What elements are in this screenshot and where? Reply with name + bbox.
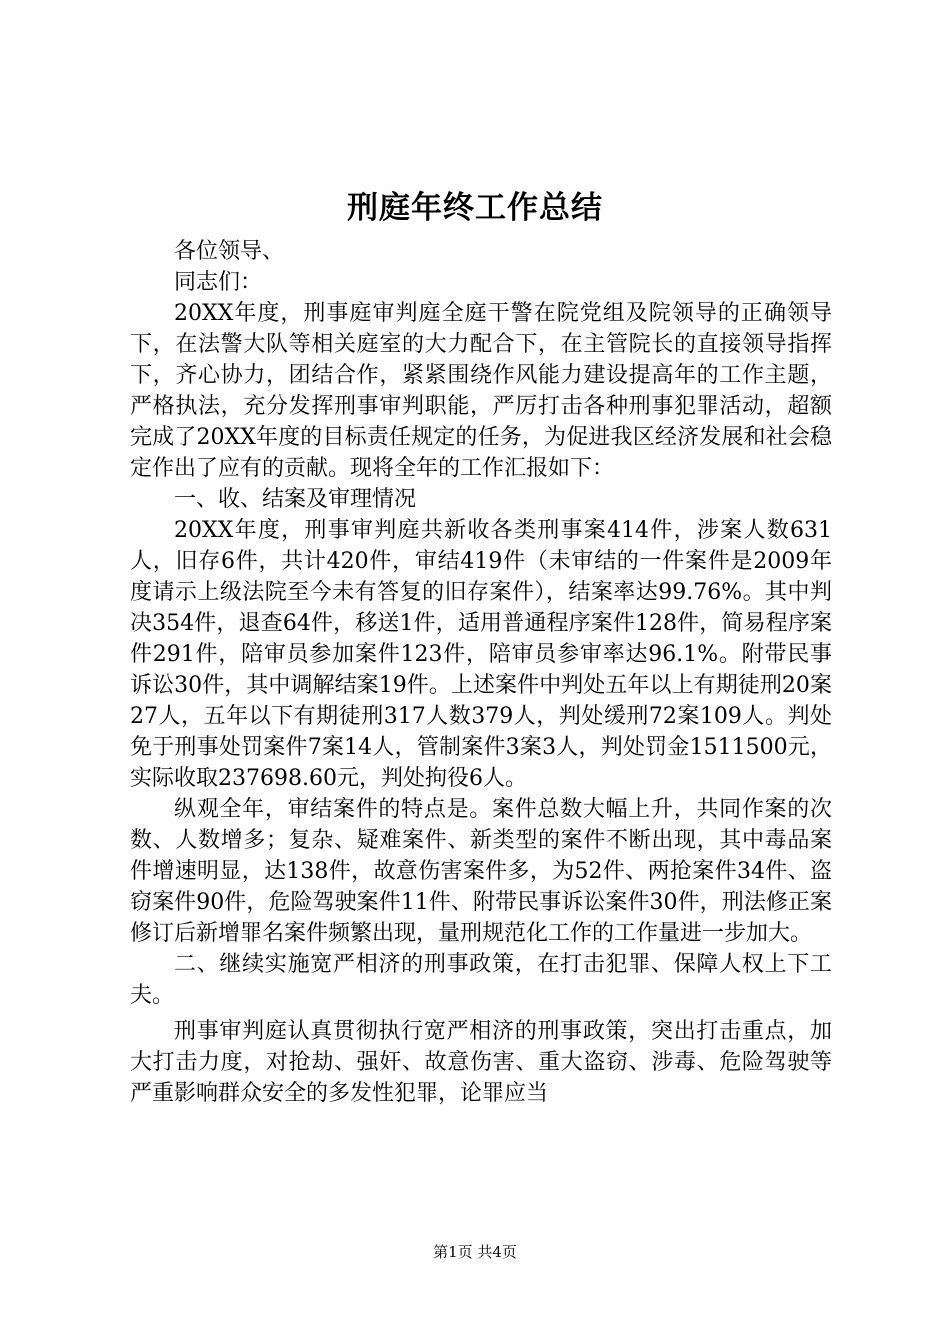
- paragraph-case-statistics: 20XX年度，刑事审判庭共新收各类刑事案414件，涉案人数631人，旧存6件，共计420件，审结419件（未审结的一件案件是2009年度请示上级法院至今未有答复的旧存案件），结案率达99.76%。其中判决354件，退查64件，移送1件，适用普通程序案件128件，简易程序案件291件，陪审员参加案件123件，陪审员参审率达96.1%。附带民事诉讼30件，其中调解结案19件。上述案件中判处五年以上有期徒刑20案27人，五年以下有期徒刑317人数379人，判处缓刑72案109人。判处免于刑事处罚案件7案14人，管制案件3案3人，判处罚金1511500元，实际收取237698.60元，判处拘役6人。: [130, 518, 832, 791]
- page-number: 第1页 共4页: [433, 1243, 517, 1261]
- section-heading-1: 一、收、结案及审理情况: [174, 487, 417, 512]
- document-title: 刑庭年终工作总结: [347, 190, 603, 226]
- document-body: [130, 236, 832, 1109]
- salutation-line-2: 同志们：: [174, 270, 263, 295]
- paragraph-case-characteristics: 纵观全年，审结案件的特点是。案件总数大幅上升，共同作案的次数、人数增多；复杂、疑难案件、新类型的案件不断出现，其中毒品案件增速明显，达138件，故意伤害案件多，为52件、两抢案件34件、盗窃案件90件，危险驾驶案件11件、附带民事诉讼案件30件，刑法修正案修订后新增罪名案件频繁出现，量刑规范化工作的工作量进一步加大。: [130, 797, 832, 946]
- paragraph-intro: 20XX年度，刑事庭审判庭全庭干警在院党组及院领导的正确领导下，在法警大队等相关庭室的大力配合下，在主管院长的直接领导指挥下，齐心协力，团结合作，紧紧围绕作风能力建设提高年的工作主题，严格执法，充分发挥刑事审判职能，严厉打击各种刑事犯罪活动，超额完成了20XX年度的目标责任规定的任务，为促进我区经济发展和社会稳定作出了应有的贡献。现将全年的工作汇报如下：: [130, 301, 832, 481]
- section-heading-2: 二、继续实施宽严相济的刑事政策，在打击犯罪、保障人权上下工夫。: [130, 952, 832, 1008]
- paragraph-policy: 刑事审判庭认真贯彻执行宽严相济的刑事政策，突出打击重点，加大打击力度，对抢劫、强奸、故意伤害、重大盗窃、涉毒、危险驾驶等严重影响群众安全的多发性犯罪，论罪应当: [130, 1019, 832, 1106]
- salutation-line-1: 各位领导、: [174, 239, 285, 264]
